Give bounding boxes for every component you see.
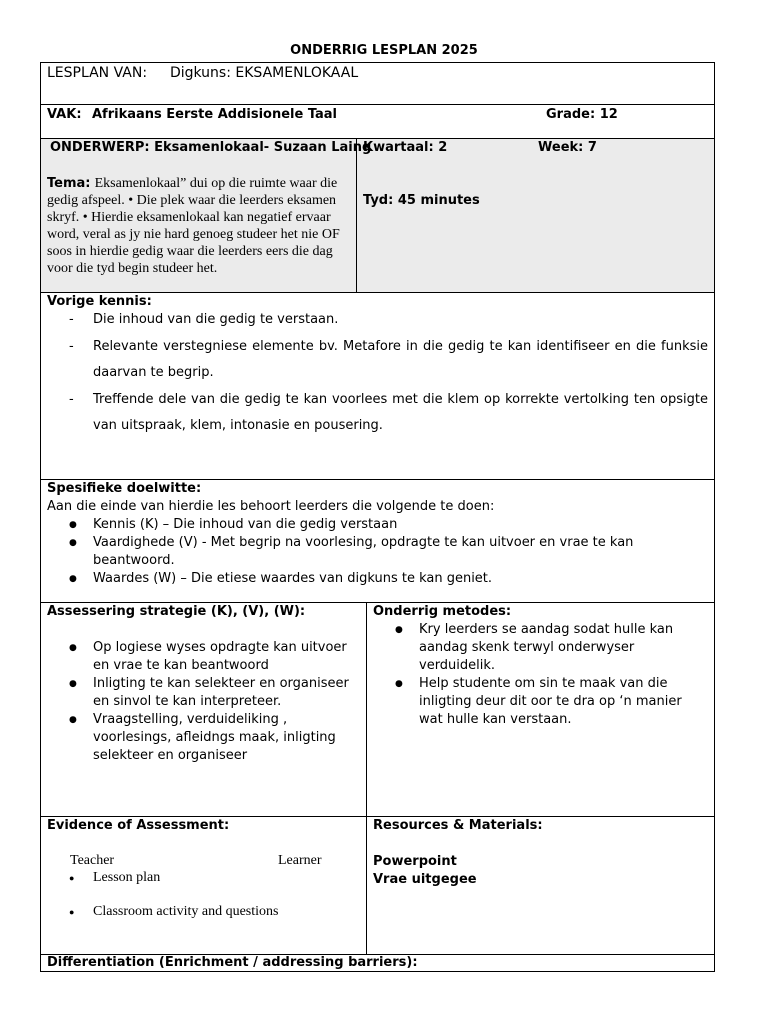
grade-value: 12	[599, 107, 618, 122]
lesplan-row	[47, 65, 358, 81]
list-item: - Relevante verstegniese elemente bv. Metafore in die gedig te kan identifiseer en die funksie daarvan te begrip.	[48, 334, 708, 387]
list-item: Powerpoint	[373, 854, 457, 869]
list-item: ● Lesson plan	[47, 869, 363, 887]
tema-text: Eksamenlokaal” dui op die ruimte waar die gedig afspeel. • Die plek waar die leerders eksamen skryf. • Hierdie eksamenlokaal kan negatief ervaar word, veral as jy nie hard genoeg studeer het nie OF soos in hierdie gedig waar die leerders eers die dag voor die tyd begin studeer het.	[47, 176, 340, 276]
list-item: ● Kry leerders se aandag sodat hulle kan aandag skenk terwyl onderwyser verduidelik.	[373, 621, 709, 675]
evidence-heading: Evidence of Assessment:	[47, 818, 230, 833]
tyd-text: Tyd: 45 minutes	[363, 193, 480, 208]
doelwitte-list	[47, 516, 712, 588]
learner-label: Learner	[278, 853, 322, 868]
row-divider	[40, 104, 715, 105]
row-divider	[40, 138, 715, 139]
differentiation-heading: Differentiation (Enrichment / addressing barriers):	[47, 955, 418, 970]
list-item: Vrae uitgegee	[373, 872, 477, 887]
grade-label: Grade:	[546, 107, 596, 122]
list-item: ● Waardes (W) – Die etiese waardes van digkuns te kan geniet.	[47, 570, 712, 588]
list-item: - Treffende dele van die gedig te kan voorlees met die klem op korrekte vertolking ten opsigte van uitspraak, klem, intonasie en pousering.	[48, 387, 708, 440]
vorige-kennis-list	[48, 307, 708, 440]
row-divider	[40, 816, 715, 817]
doelwitte-intro: Aan die einde van hierdie les behoort leerders die volgende te doen:	[47, 499, 495, 514]
doelwitte-heading: Spesifieke doelwitte:	[47, 481, 202, 496]
assessering-list	[47, 639, 363, 765]
row-divider	[40, 292, 715, 293]
document-title: ONDERRIG LESPLAN 2025	[290, 43, 478, 58]
teacher-label: Teacher	[70, 853, 115, 868]
week-text: Week: 7	[538, 140, 597, 155]
column-divider	[356, 138, 357, 292]
grade-row	[546, 107, 618, 122]
column-divider	[366, 602, 367, 954]
kwartaal-text: Kwartaal: 2	[363, 140, 448, 155]
lesplan-label: LESPLAN VAN:	[47, 65, 148, 81]
list-item: ● Kennis (K) – Die inhoud van die gedig verstaan	[47, 516, 712, 534]
list-item: ● Op logiese wyses opdragte kan uitvoer en vrae te kan beantwoord	[47, 639, 363, 675]
resources-list	[373, 853, 477, 889]
list-item: ● Help studente om sin te maak van die inligting deur dit oor te dra op ‘n manier wat hulle kan verstaan.	[373, 675, 709, 729]
metodes-list	[373, 621, 709, 729]
list-item: ● Classroom activity and questions	[47, 903, 363, 921]
list-item: ● Vaardighede (V) - Met begrip na voorlesing, opdragte te kan uitvoer en vrae te kan beantwoord.	[47, 534, 712, 570]
vak-label: VAK:	[47, 107, 82, 122]
metodes-heading: Onderrig metodes:	[373, 604, 512, 619]
lesplan-value: Digkuns: EKSAMENLOKAAL	[169, 65, 359, 81]
resources-heading: Resources & Materials:	[373, 818, 543, 833]
vak-value: Afrikaans Eerste Addisionele Taal	[92, 107, 338, 122]
vorige-kennis-heading: Vorige kennis:	[47, 294, 152, 309]
row-divider	[40, 479, 715, 480]
tema-label: Tema:	[47, 176, 91, 191]
assessering-heading: Assessering strategie (K), (V), (W):	[47, 604, 306, 619]
evidence-list	[47, 869, 363, 921]
list-item: ● Inligting te kan selekteer en organiseer en sinvol te kan interpreteer.	[47, 675, 363, 711]
onderwerp-text: ONDERWERP: Eksamenlokaal- Suzaan Laing	[50, 140, 372, 155]
list-item: ● Vraagstelling, verduideliking , voorlesings, afleidngs maak, inligting selekteer en organiseer	[47, 711, 363, 765]
list-item: - Die inhoud van die gedig te verstaan.	[48, 307, 708, 334]
tema-block	[47, 175, 352, 277]
row-divider	[40, 602, 715, 603]
